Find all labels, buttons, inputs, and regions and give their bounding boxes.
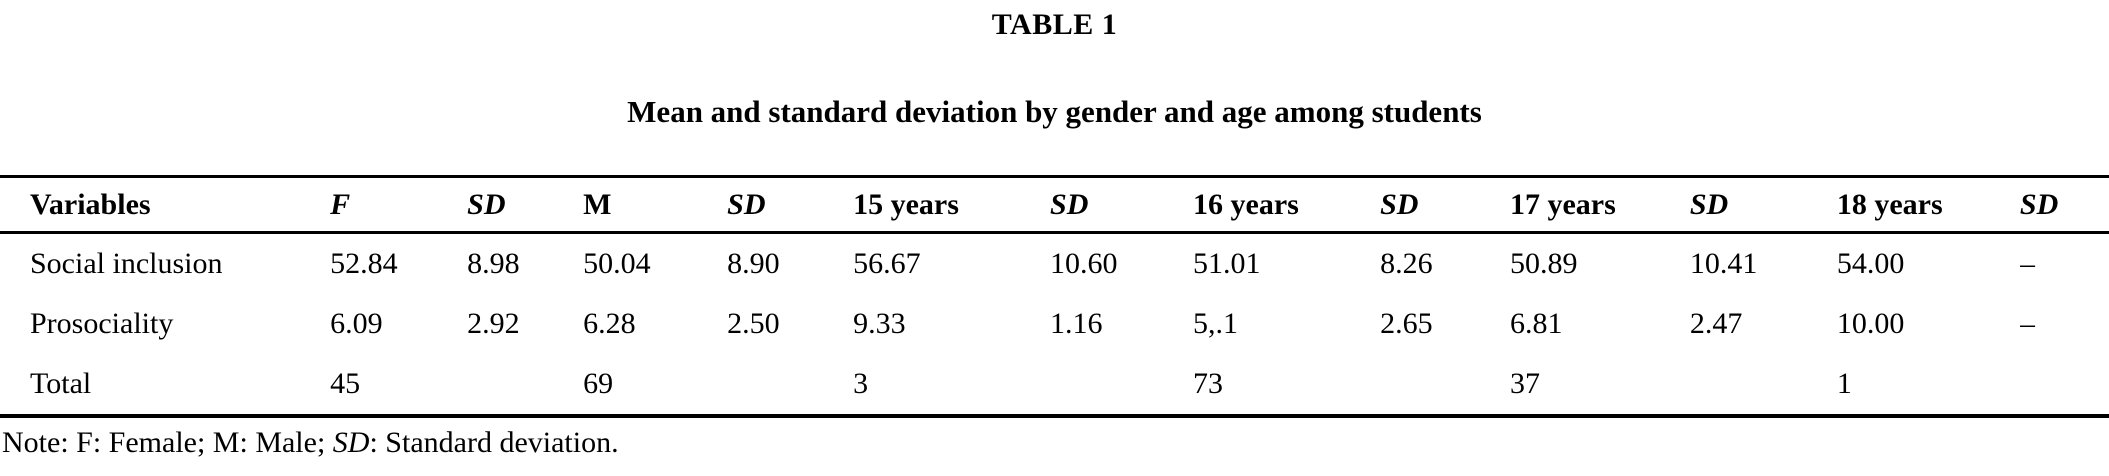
column-header-12-sd: SD [2019,188,2059,221]
cell-1-4: 2.50 [727,307,780,340]
cell-2-5: 3 [853,367,869,400]
cell-1-2: 2.92 [467,307,520,340]
row-label: Social inclusion [30,247,223,280]
cell-1-12: – [2019,307,2035,340]
cell-0-11: 54.00 [1836,247,1905,280]
cell-0-2: 8.98 [467,247,520,280]
cell-0-5: 56.67 [853,247,921,280]
cell-1-8: 2.65 [1380,307,1433,340]
cell-0-9: 50.89 [1509,247,1578,280]
cell-0-3: 50.04 [583,247,651,280]
cell-2-11: 1 [1836,367,1852,400]
cell-2-3: 69 [583,367,614,400]
row-label: Total [30,367,92,400]
cell-2-10 [1690,354,1837,416]
column-header-8-sd: SD [1380,188,1419,221]
column-header-10-sd: SD [1689,188,1729,221]
cell-2-2 [467,354,583,416]
cell-0-6: 10.60 [1050,247,1118,280]
table-row-social-inclusion [0,233,2109,295]
cell-2-9: 37 [1509,367,1540,400]
note-text-prefix: Note: F: Female; M: Male; [2,426,333,459]
cell-1-10: 2.47 [1689,307,1743,340]
cell-2-8 [1380,354,1510,416]
cell-2-12 [2020,354,2109,416]
cell-0-10: 10.41 [1689,247,1758,280]
cell-2-6 [1050,354,1193,416]
row-label: Prosociality [30,307,174,340]
cell-1-1: 6.09 [330,307,383,340]
column-header-5-15-years: 15 years [853,188,959,221]
table-row-total [0,354,2109,416]
column-header-0-variables: Variables [30,188,151,221]
cell-2-7: 73 [1193,367,1224,400]
column-header-3-m: M [583,188,612,221]
column-header-1-f: F [330,188,351,221]
column-header-7-16-years: 16 years [1193,188,1299,221]
cell-2-4 [727,354,853,416]
table-row-prosociality [0,294,2109,354]
table-subtitle: Mean and standard deviation by gender and age among students [627,94,1482,129]
cell-0-8: 8.26 [1380,247,1433,280]
column-header-4-sd: SD [727,188,766,221]
column-header-9-17-years: 17 years [1509,188,1616,221]
cell-0-12: – [2019,247,2035,280]
cell-0-4: 8.90 [727,247,780,280]
cell-1-5: 9.33 [853,307,906,340]
column-header-6-sd: SD [1050,188,1089,221]
table-caption: TABLE 1 [991,8,1118,41]
note-text-suffix: : Standard deviation. [369,426,619,459]
cell-1-7: 5,.1 [1193,307,1239,340]
table-header-row [0,177,2109,233]
cell-1-3: 6.28 [583,307,636,340]
note-sd-abbrev: SD [332,426,370,459]
column-header-11-18-years: 18 years [1836,188,1943,221]
cell-1-11: 10.00 [1836,307,1905,340]
cell-2-1: 45 [330,367,361,400]
cell-0-7: 51.01 [1193,247,1261,280]
table-note [0,425,2109,461]
cell-1-9: 6.81 [1509,307,1563,340]
cell-0-1: 52.84 [330,247,398,280]
column-header-2-sd: SD [467,188,506,221]
stats-table [0,175,2109,418]
cell-1-6: 1.16 [1050,307,1103,340]
